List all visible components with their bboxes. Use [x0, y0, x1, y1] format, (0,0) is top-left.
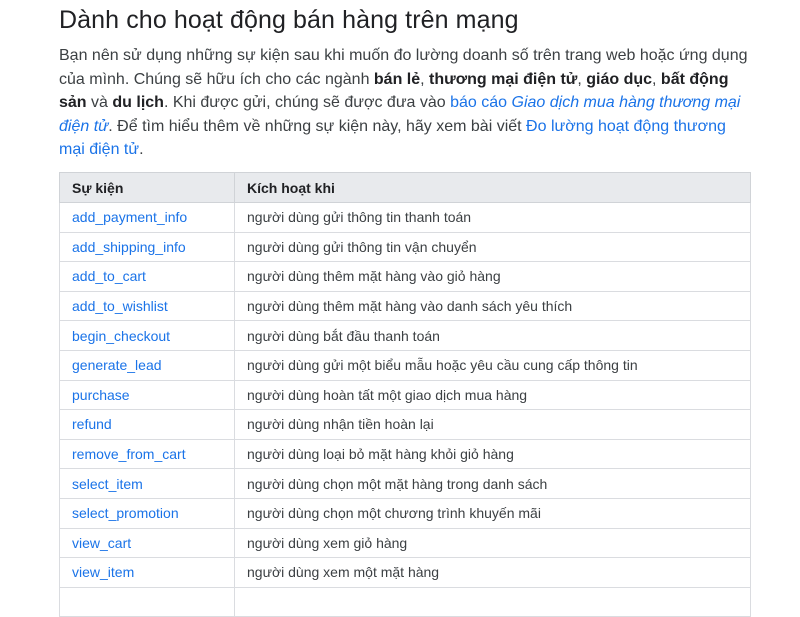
- intro-text: .: [139, 141, 144, 158]
- intro-sep: ,: [420, 70, 430, 88]
- intro-text: . Khi được gửi, chúng sẽ được đưa vào: [163, 94, 451, 111]
- event-link[interactable]: view_item: [72, 564, 135, 581]
- event-link[interactable]: purchase: [72, 386, 130, 403]
- event-name-cell: [60, 232, 235, 262]
- table-row: [60, 528, 751, 558]
- page-title: Dành cho hoạt động bán hàng trên mạng: [59, 6, 519, 34]
- event-trigger-cell: người dùng chọn một chương trình khuyến mãi: [235, 498, 751, 528]
- table-row: [60, 587, 751, 617]
- ecommerce-report-link-prefix: báo cáo: [450, 94, 512, 111]
- bold-retail: bán lẻ: [373, 70, 421, 88]
- intro-sep: ,: [652, 70, 661, 88]
- event-trigger-cell: người dùng bắt đầu thanh toán: [235, 321, 751, 351]
- events-table-body: [60, 203, 751, 617]
- table-row: [60, 262, 751, 292]
- table-row: [60, 350, 751, 380]
- ecommerce-report-link-name: Giao dịch mua hàng thương mại điện tử: [59, 94, 741, 135]
- events-table: [59, 172, 751, 617]
- table-row: [60, 321, 751, 351]
- column-header-trigger: Kích hoạt khi: [235, 173, 751, 203]
- event-trigger-cell: người dùng xem một mặt hàng: [235, 558, 751, 588]
- column-header-event: Sự kiện: [60, 173, 235, 203]
- event-name-cell: [60, 380, 235, 410]
- event-trigger-cell: người dùng thêm mặt hàng vào giỏ hàng: [235, 262, 751, 292]
- event-link[interactable]: refund: [72, 416, 112, 433]
- intro-text: Bạn nên sử dụng những sự kiện sau khi muốn đo lường doanh số trên trang web hoặc ứng dụng của mình. Chúng sẽ hữu ích cho các ngành: [59, 47, 748, 88]
- event-name-cell: [60, 291, 235, 321]
- table-row: [60, 203, 751, 233]
- intro-sep: và: [86, 94, 113, 111]
- event-name-cell: [60, 410, 235, 440]
- event-name-cell: [60, 203, 235, 233]
- bold-education: giáo dục: [586, 70, 653, 88]
- intro-sep: ,: [577, 70, 587, 88]
- table-row: [60, 410, 751, 440]
- table-row: [60, 439, 751, 469]
- event-link[interactable]: add_to_cart: [72, 268, 146, 285]
- event-name-cell: [60, 321, 235, 351]
- event-link[interactable]: generate_lead: [72, 357, 162, 374]
- event-name-cell: [60, 558, 235, 588]
- event-link[interactable]: select_promotion: [72, 505, 179, 522]
- measure-ecommerce-link[interactable]: Đo lường hoạt động thương mại điện tử: [59, 117, 726, 158]
- event-name-cell: [60, 587, 235, 617]
- event-trigger-cell: [235, 587, 751, 617]
- event-trigger-cell: người dùng hoàn tất một giao dịch mua hàng: [235, 380, 751, 410]
- event-link[interactable]: begin_checkout: [72, 327, 171, 344]
- bold-ecommerce: thương mại điện tử: [429, 70, 578, 88]
- event-name-cell: [60, 350, 235, 380]
- event-link[interactable]: select_item: [72, 475, 143, 492]
- intro-text: . Để tìm hiểu thêm về những sự kiện này, hãy xem bài viết: [108, 117, 527, 135]
- event-trigger-cell: người dùng gửi một biểu mẫu hoặc yêu cầu cung cấp thông tin: [235, 350, 751, 380]
- article-content: [59, 0, 751, 581]
- table-row: [60, 558, 751, 588]
- table-row: [60, 380, 751, 410]
- bold-travel: du lịch: [112, 94, 164, 111]
- event-name-cell: [60, 498, 235, 528]
- table-header-row: [60, 173, 751, 203]
- event-trigger-cell: người dùng gửi thông tin vận chuyển: [235, 232, 751, 262]
- event-link[interactable]: remove_from_cart: [72, 446, 186, 463]
- intro-paragraph: [59, 44, 751, 162]
- event-link[interactable]: add_shipping_info: [72, 238, 186, 255]
- bold-real-estate: bất động sản: [59, 70, 729, 111]
- event-link[interactable]: add_payment_info: [72, 209, 188, 226]
- event-trigger-cell: người dùng gửi thông tin thanh toán: [235, 203, 751, 233]
- table-row: [60, 469, 751, 499]
- event-name-cell: [60, 439, 235, 469]
- event-name-cell: [60, 469, 235, 499]
- table-row: [60, 232, 751, 262]
- event-trigger-cell: người dùng nhận tiền hoàn lại: [235, 410, 751, 440]
- event-name-cell: [60, 262, 235, 292]
- table-row: [60, 498, 751, 528]
- event-trigger-cell: người dùng thêm mặt hàng vào danh sách yêu thích: [235, 291, 751, 321]
- event-trigger-cell: người dùng chọn một mặt hàng trong danh sách: [235, 469, 751, 499]
- event-link[interactable]: add_to_wishlist: [72, 298, 168, 315]
- event-name-cell: [60, 528, 235, 558]
- event-trigger-cell: người dùng loại bỏ mặt hàng khỏi giỏ hàng: [235, 439, 751, 469]
- table-row: [60, 291, 751, 321]
- event-link[interactable]: view_cart: [72, 534, 132, 551]
- event-trigger-cell: người dùng xem giỏ hàng: [235, 528, 751, 558]
